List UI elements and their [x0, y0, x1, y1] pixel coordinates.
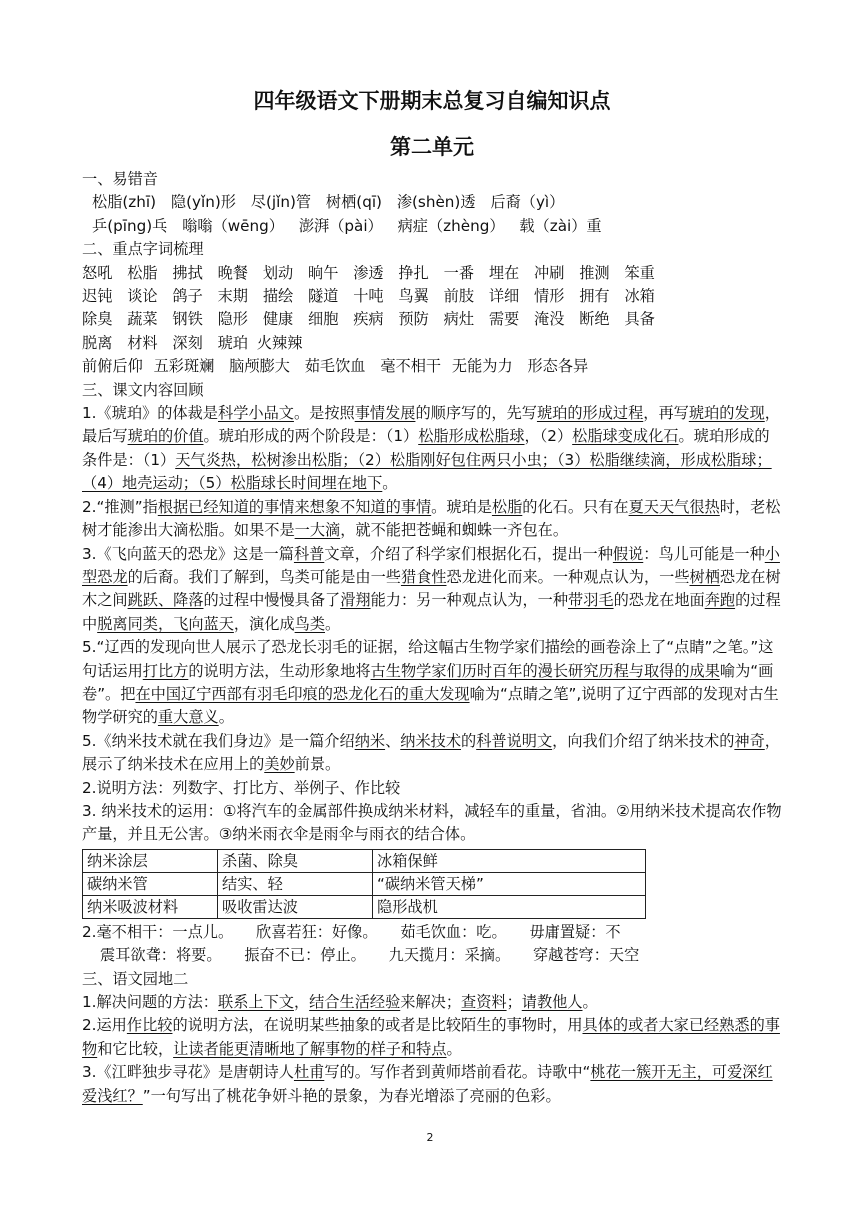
text-run: ，向我们介绍了纳米技术的: [552, 731, 735, 750]
vocab-word: 琥珀: [217, 333, 248, 352]
underlined-keyword: 重大意义: [157, 708, 219, 727]
vocab-word: 需要: [488, 310, 520, 329]
paragraph-comparison: [82, 1014, 782, 1061]
idiom-word: 无能为力: [451, 357, 513, 376]
text-run: 。: [582, 993, 598, 1011]
text-run: 时，老松树才能渗出大滴松脂。如果不是: [82, 497, 781, 540]
paragraph-nano: [82, 730, 782, 777]
vocab-word: 松脂: [127, 263, 158, 282]
idiom-meaning: 振奋不已：停止。: [244, 946, 366, 965]
vocab-word: 健康: [262, 310, 294, 329]
pronunciation-row-1: [82, 191, 782, 214]
underlined-keyword: 事情发展: [354, 404, 416, 423]
table-row: [83, 895, 646, 918]
paragraph-amber: [82, 402, 782, 496]
underlined-keyword: 琥珀的形成过程: [536, 404, 644, 423]
vocab-word: 拂拭: [172, 263, 203, 282]
underlined-keyword: 鸟类: [294, 614, 325, 633]
document-title: 四年级语文下册期末总复习自编知识点: [253, 89, 611, 113]
vocab-word: 挣扎: [398, 263, 429, 282]
text-run: ，演化成: [233, 614, 295, 633]
text-run: 。琥珀是: [431, 497, 492, 516]
vocab-word: 脱离: [82, 333, 113, 352]
vocab-word: 淹没: [534, 310, 565, 329]
text-run: 。: [325, 614, 341, 633]
vocab-word: 一番: [443, 263, 474, 282]
text-run: 3.《飞向蓝天的恐龙》这是一篇: [82, 544, 294, 563]
content-body: [82, 168, 782, 1108]
underlined-keyword: 请教他人: [521, 993, 583, 1011]
pinyin-item: 渗(shèn)透: [396, 193, 476, 212]
underlined-keyword: 根据已经知道的事情来想象不知道的事情: [157, 497, 432, 516]
vocab-word: 钢铁: [172, 310, 203, 329]
vocab-word: 预防: [398, 310, 429, 329]
text-run: ：鸟儿可能是一种: [643, 544, 765, 563]
section-heading-chinese-garden: 三、语文园地二: [82, 969, 189, 988]
text-run: 1.《琥珀》的体裁是: [82, 404, 218, 423]
text-run: 2.“推测”指: [82, 497, 158, 516]
pinyin-item: 隐(yǐn)形: [170, 193, 236, 212]
text-run: 的说明方法，在说明某些抽象的或者是比较陌生的事物时，用: [172, 1016, 583, 1035]
document-page: [82, 86, 782, 1108]
text-run: 1.解决问题的方法：: [82, 993, 218, 1011]
underlined-keyword: 纳米技术: [400, 731, 461, 750]
underlined-keyword: 具体的或者大家已经熟悉的事物: [82, 1016, 780, 1058]
vocab-word: 谈论: [127, 287, 158, 306]
pinyin-item: 尽(jǐn)管: [250, 193, 312, 212]
underlined-keyword: 滑翔: [340, 591, 371, 610]
vocab-word: 情形: [534, 287, 565, 306]
text-run: 来解决；: [400, 993, 461, 1011]
idiom-row: [82, 355, 782, 378]
text-run: 3.《江畔独步寻花》是唐朝诗人: [82, 1063, 294, 1082]
vocab-word: 描绘: [262, 287, 294, 306]
vocab-word: 隐形: [217, 310, 248, 329]
vocab-word: 迟钝: [82, 287, 113, 306]
idiom-word: 毫不相干: [380, 357, 442, 376]
vocab-word: 前肢: [443, 287, 474, 306]
text-run: ，: [293, 993, 310, 1011]
paragraph-liaoxi: [82, 636, 782, 730]
idiom-meaning-row-2: [82, 944, 782, 967]
page-number: 2: [426, 1131, 434, 1144]
underlined-keyword: 科普: [293, 544, 325, 563]
unit-title: 第二单元: [390, 135, 474, 159]
section-heading-vocabulary: 二、重点字词梳理: [82, 240, 204, 259]
vocab-row-2: [82, 285, 782, 308]
vocab-word: 蔬菜: [127, 310, 158, 329]
text-run: 。: [382, 474, 398, 493]
table-row: [83, 849, 646, 872]
pinyin-item: 乒(pīng)乓: [92, 216, 168, 235]
text-run: 5.《纳米技术就在我们身边》是一篇介绍: [82, 731, 355, 750]
idiom-meaning: 欣喜若狂：好像。: [256, 922, 378, 941]
idiom-word: 脑颅膨大: [229, 357, 290, 376]
text-run: 。: [446, 1039, 462, 1058]
underlined-keyword: 夏天天气很热: [628, 497, 720, 516]
idiom-meaning: 茹毛饮血：吃。: [400, 922, 507, 941]
section-heading-pronunciation: 一、易错音: [82, 170, 158, 188]
paragraph-problem-solving: [82, 991, 782, 1014]
vocab-word: 怒吼: [82, 263, 113, 282]
underlined-keyword: 小型恐龙: [82, 544, 780, 586]
text-run: ，再写: [643, 404, 689, 423]
vocab-row-3: [82, 308, 782, 331]
text-run: 。: [218, 708, 234, 727]
table-cell: “碳纳米管天梯”: [373, 872, 646, 895]
vocab-word: 埋在: [488, 263, 520, 282]
table-cell: 杀菌、除臭: [218, 849, 373, 872]
text-run: 。琥珀形成的两个阶段是：（1）: [203, 427, 419, 446]
pinyin-item: 载（zài）重: [519, 216, 602, 235]
text-run: 写的。写作者到黄师塔前看花。诗歌中“: [324, 1063, 591, 1082]
pronunciation-row-2: [82, 215, 782, 238]
vocab-word: 鸟翼: [398, 287, 429, 306]
idiom-meaning-row-1: [82, 921, 782, 944]
text-run: 的化石。只有在: [522, 497, 629, 516]
text-run: 的过程中: [82, 591, 781, 633]
vocab-word: 晚餐: [217, 263, 248, 282]
idiom-meaning: 穿越苍穹：天空: [532, 946, 640, 965]
underlined-keyword: 松脂形成松脂球: [418, 427, 525, 446]
paragraph-poem: [82, 1061, 782, 1108]
underlined-keyword: 作比较: [126, 1016, 173, 1035]
underlined-keyword: 脱离同类，飞向蓝天: [97, 614, 234, 633]
paragraph-nano-applications: 3. 纳米技术的运用：①将汽车的金属部件换成纳米材料，减轻车的重量，省油。②用纳米技术提高农作物产量，并且无公害。③纳米雨衣伞是雨伞与雨衣的结合体。: [82, 801, 782, 844]
text-run: ，展示了纳米技术在应用上的: [82, 731, 780, 774]
underlined-keyword: 纳米: [354, 731, 386, 750]
vocab-word: 拥有: [579, 287, 610, 306]
underlined-keyword: 美妙: [264, 755, 295, 774]
text-run: 的恐龙在地面: [613, 591, 705, 610]
text-run: 。是按照: [293, 404, 355, 423]
section-heading-text-review: 三、课文内容回顾: [82, 380, 204, 399]
vocab-word: 末期: [217, 287, 248, 306]
text-run: 能力：另一种观点认为，一种: [370, 591, 568, 610]
underlined-keyword: 科普说明文: [476, 731, 553, 750]
vocab-word: 冲刷: [534, 263, 565, 282]
table-cell: 吸收雷达波: [218, 895, 373, 918]
vocab-word: 疾病: [353, 310, 384, 329]
text-run: 的后裔。我们了解到，鸟类可能是由一些: [127, 567, 401, 586]
vocab-word: 细胞: [308, 310, 339, 329]
idiom-meaning: 九天揽月：采摘。: [388, 946, 511, 965]
table-cell: 纳米涂层: [83, 849, 218, 872]
text-run: 的说明方法，生动形象地将: [188, 661, 371, 680]
underlined-keyword: 一大滴: [294, 521, 341, 540]
vocab-word: 冰箱: [624, 287, 655, 306]
vocab-word: 具备: [624, 310, 655, 329]
pinyin-item: 后裔（yì）: [490, 193, 565, 212]
underlined-keyword: 在中国辽宁西部有羽毛印痕的恐龙化石的重大发现: [135, 684, 470, 703]
underlined-keyword: 奔跑: [704, 591, 736, 610]
underlined-keyword: 天气炎热，松树渗出松脂；（2）松脂刚好包住两只小虫；（3）松脂继续滴，形成松脂球；（4）地壳运动；（5）松脂球长时间埋在地下: [82, 450, 772, 493]
underlined-keyword: 琥珀的价值: [127, 427, 204, 446]
vocab-word: 划动: [262, 263, 294, 282]
idiom-word: 五彩斑斓: [153, 357, 215, 376]
text-run: 和它比较，: [97, 1039, 174, 1058]
underlined-keyword: 查资料: [461, 993, 507, 1011]
pinyin-item: 病症（zhèng）: [397, 216, 505, 235]
underlined-keyword: 松脂球变成化石: [572, 427, 679, 446]
paragraph-inference: [82, 496, 782, 543]
text-run: 。琥珀形成的条件是：（1）: [82, 427, 770, 469]
text-run: 前景。: [294, 755, 341, 774]
text-run: 的过程中慢慢具备了: [203, 591, 341, 610]
pinyin-item: 嗡嗡（wēng）: [182, 216, 284, 235]
underlined-keyword: 跳跃、降落: [127, 591, 204, 610]
vocab-word: 隧道: [308, 287, 339, 306]
table-row: [83, 872, 646, 895]
text-run: 的顺序写的，先写: [415, 404, 537, 423]
text-run: 恐龙进化而来。一种观点认为，一些: [446, 567, 690, 586]
underlined-keyword: 科学小品文: [218, 404, 294, 423]
vocab-word: 病灶: [443, 310, 474, 329]
text-run: ，（2）: [524, 427, 573, 446]
text-run: 的: [461, 731, 477, 750]
idiom-word: 茹毛饮血: [304, 357, 366, 376]
vocab-word: 深刻: [172, 333, 203, 352]
underlined-keyword: 古生物学家们历时百年的漫长研究历程与取得的成果: [370, 661, 720, 680]
vocab-row-1: [82, 262, 782, 285]
text-run: 喻为“画卷”。把: [82, 661, 774, 703]
text-run: ，最后写: [82, 404, 780, 446]
text-run: ；: [506, 993, 522, 1011]
paragraph-explanation-methods: 2.说明方法：列数字、打比方、举例子、作比较: [82, 778, 401, 797]
underlined-keyword: 猎食性: [400, 567, 447, 586]
underlined-keyword: 带羽毛: [568, 591, 614, 610]
table-cell: 纳米吸波材料: [83, 895, 218, 918]
text-run: 、: [385, 731, 401, 750]
underlined-keyword: 树栖: [689, 567, 720, 586]
idiom-meaning: 震耳欲聋：将要。: [100, 946, 222, 965]
idiom-word: 形态各异: [527, 357, 589, 376]
idiom-meaning: 2.毫不相干：一点儿。: [82, 922, 234, 941]
underlined-keyword: 假说: [612, 544, 644, 563]
pinyin-item: 松脂(zhī): [92, 193, 157, 212]
idiom-meaning: 毋庸置疑：不: [529, 922, 621, 941]
vocab-word: 晌午: [308, 263, 339, 282]
underlined-keyword: 联系上下文: [218, 993, 294, 1011]
text-run: ，就不能把苍蝇和蜘蛛一齐包在。: [340, 521, 568, 540]
underlined-keyword: 结合生活经验: [309, 993, 401, 1011]
vocab-row-4: [82, 332, 782, 355]
vocab-word: 笨重: [624, 263, 655, 282]
vocab-word: 推测: [579, 263, 610, 282]
text-run: 文章，介绍了科学家们根据化石，提出一种: [324, 544, 613, 563]
text-run: 喻为“点睛之笔”,说明了辽宁西部的发现对古生物学研究的: [82, 684, 779, 727]
pinyin-item: 树栖(qī): [325, 193, 382, 212]
text-run: 5.“辽西的发现向世人展示了恐龙长羽毛的证据，给这幅古生物学家们描绘的画卷涂上了“点睛”之笔。”这句话运用: [82, 638, 774, 680]
underlined-keyword: 桃花一簇开无主，可爱深红爱浅红？: [82, 1063, 773, 1105]
table-cell: 碳纳米管: [83, 872, 218, 895]
vocab-word: 十吨: [353, 287, 384, 306]
underlined-keyword: 神奇: [734, 731, 765, 750]
underlined-keyword: 让读者能更清晰地了解事物的样子和特点: [173, 1039, 447, 1058]
vocab-word: 详细: [488, 287, 520, 306]
idiom-word: 前俯后仰: [82, 357, 143, 376]
underlined-keyword: 松脂: [491, 497, 523, 516]
pinyin-item: 澎湃（pài）: [298, 216, 383, 235]
table-cell: 隐形战机: [373, 895, 646, 918]
vocab-word: 火辣辣: [256, 333, 303, 352]
paragraph-dinosaur: [82, 543, 782, 637]
vocab-word: 鸽子: [172, 287, 203, 306]
table-cell: 结实、轻: [218, 872, 373, 895]
table-cell: 冰箱保鲜: [373, 849, 646, 872]
vocab-word: 除臭: [82, 310, 113, 329]
text-run: 恐龙在树木之间: [82, 567, 781, 610]
underlined-keyword: 打比方: [142, 661, 189, 680]
underlined-keyword: 杜甫: [293, 1063, 325, 1082]
text-run: 2.运用: [82, 1016, 127, 1035]
underlined-keyword: 琥珀的发现: [688, 404, 765, 423]
vocab-word: 断绝: [579, 310, 610, 329]
vocab-word: 渗透: [353, 263, 384, 282]
nano-materials-table: [82, 849, 646, 919]
vocab-word: 材料: [127, 333, 158, 352]
text-run: ”一句写出了桃花争妍斗艳的景象，为春光增添了亮丽的色彩。: [142, 1086, 561, 1105]
